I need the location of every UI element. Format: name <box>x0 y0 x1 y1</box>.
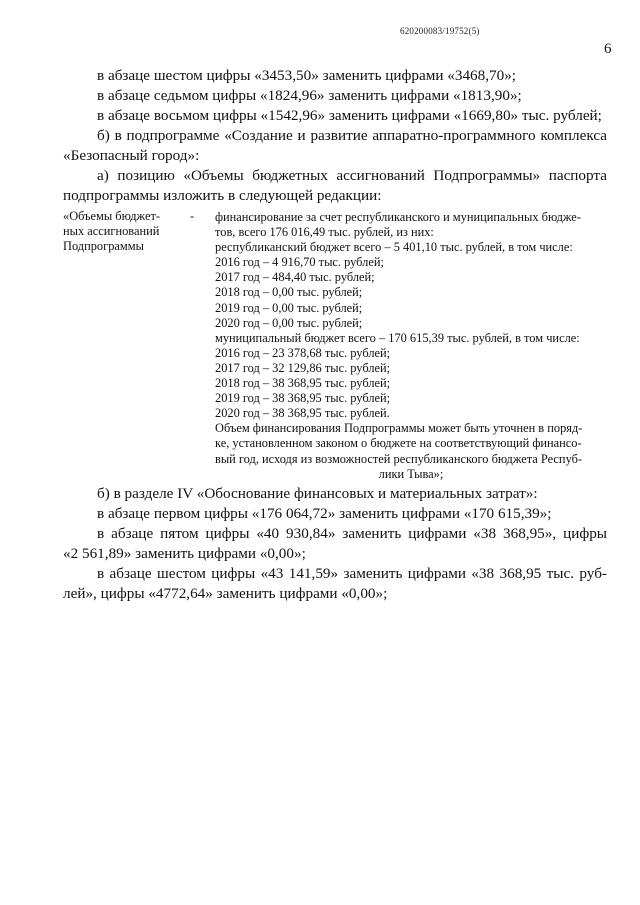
paragraph-fifth-abzac-line2: «2 561,89» заменить цифрами «0,00»; <box>63 545 306 562</box>
funding-line: 2017 год – 32 129,86 тыс. рублей; <box>215 360 391 375</box>
funding-line: муниципальный бюджет всего – 170 615,39 тыс. рублей, в том числе: <box>215 330 580 345</box>
paragraph-sixth-abzac-line1: в абзаце шестом цифры «43 141,59» заменить цифрами «38 368,95 тыс. руб- <box>97 565 607 582</box>
funding-text <box>215 210 607 482</box>
funding-line: 2018 год – 0,00 тыс. рублей; <box>215 285 363 300</box>
passport-label <box>63 209 183 254</box>
paragraph-position-line2: подпрограммы изложить в следующей редакции: <box>63 187 382 204</box>
paragraph-amend-seventh: в абзаце седьмом цифры «1824,96» заменить цифрами «1813,90»; <box>97 87 522 104</box>
paragraph-fifth-abzac-line1: в абзаце пятом цифры «40 930,84» заменить цифрами «38 368,95», цифры <box>97 525 607 542</box>
paragraph-first-abzac: в абзаце первом цифры «176 064,72» заменить цифрами «170 615,39»; <box>97 505 552 522</box>
paragraph-amend-sixth: в абзаце шестом цифры «3453,50» заменить цифрами «3468,70»; <box>97 67 517 84</box>
funding-line: 2019 год – 0,00 тыс. рублей; <box>215 300 363 315</box>
document-code: 620200083/19752(5) <box>400 26 480 36</box>
paragraph-sixth-abzac-line2: лей», цифры «4772,64» заменить цифрами «0,00»; <box>63 585 388 602</box>
paragraph-amend-eighth: в абзаце восьмом цифры «1542,96» заменить цифрами «1669,80» тыс. рублей; <box>97 107 602 124</box>
page-number: 6 <box>604 41 612 57</box>
funding-line: 2018 год – 38 368,95 тыс. рублей; <box>215 376 391 391</box>
funding-line: ке, установленном законом о бюджете на соответствующий финансо- <box>215 436 582 451</box>
funding-line: лики Тыва»; <box>378 466 444 481</box>
funding-line: республиканский бюджет всего – 5 401,10 тыс. рублей, в том числе: <box>215 240 573 255</box>
funding-line: тов, всего 176 016,49 тыс. рублей, из них: <box>215 225 434 240</box>
paragraph-section-iv: б) в разделе IV «Обоснование финансовых и материальных затрат»: <box>97 485 538 502</box>
funding-line: 2019 год – 38 368,95 тыс. рублей; <box>215 391 391 406</box>
funding-line: 2020 год – 38 368,95 тыс. рублей. <box>215 406 390 421</box>
paragraph-subprogram-line1: б) в подпрограмме «Создание и развитие аппаратно-программного комплекса <box>97 127 607 144</box>
paragraph-subprogram-line2: «Безопасный город»: <box>63 147 200 164</box>
passport-label-line: Подпрограммы <box>63 239 144 253</box>
funding-line: 2020 год – 0,00 тыс. рублей; <box>215 315 363 330</box>
funding-line: 2016 год – 4 916,70 тыс. рублей; <box>215 255 384 270</box>
passport-dash: - <box>190 209 195 223</box>
funding-line: 2016 год – 23 378,68 тыс. рублей; <box>215 345 391 360</box>
passport-label-line: «Объемы бюджет- <box>63 209 160 223</box>
passport-label-line: ных ассигнований <box>63 224 160 238</box>
paragraph-position-line1: а) позицию «Объемы бюджетных ассигнований Подпрограммы» паспорта <box>97 167 607 184</box>
funding-line: финансирование за счет республиканского и муниципальных бюдже- <box>215 210 581 224</box>
funding-line: 2017 год – 484,40 тыс. рублей; <box>215 270 375 285</box>
funding-line: Объем финансирования Подпрограммы может быть уточнен в поряд- <box>215 421 583 436</box>
funding-line: вый год, исходя из возможностей республиканского бюджета Респуб- <box>215 451 583 466</box>
